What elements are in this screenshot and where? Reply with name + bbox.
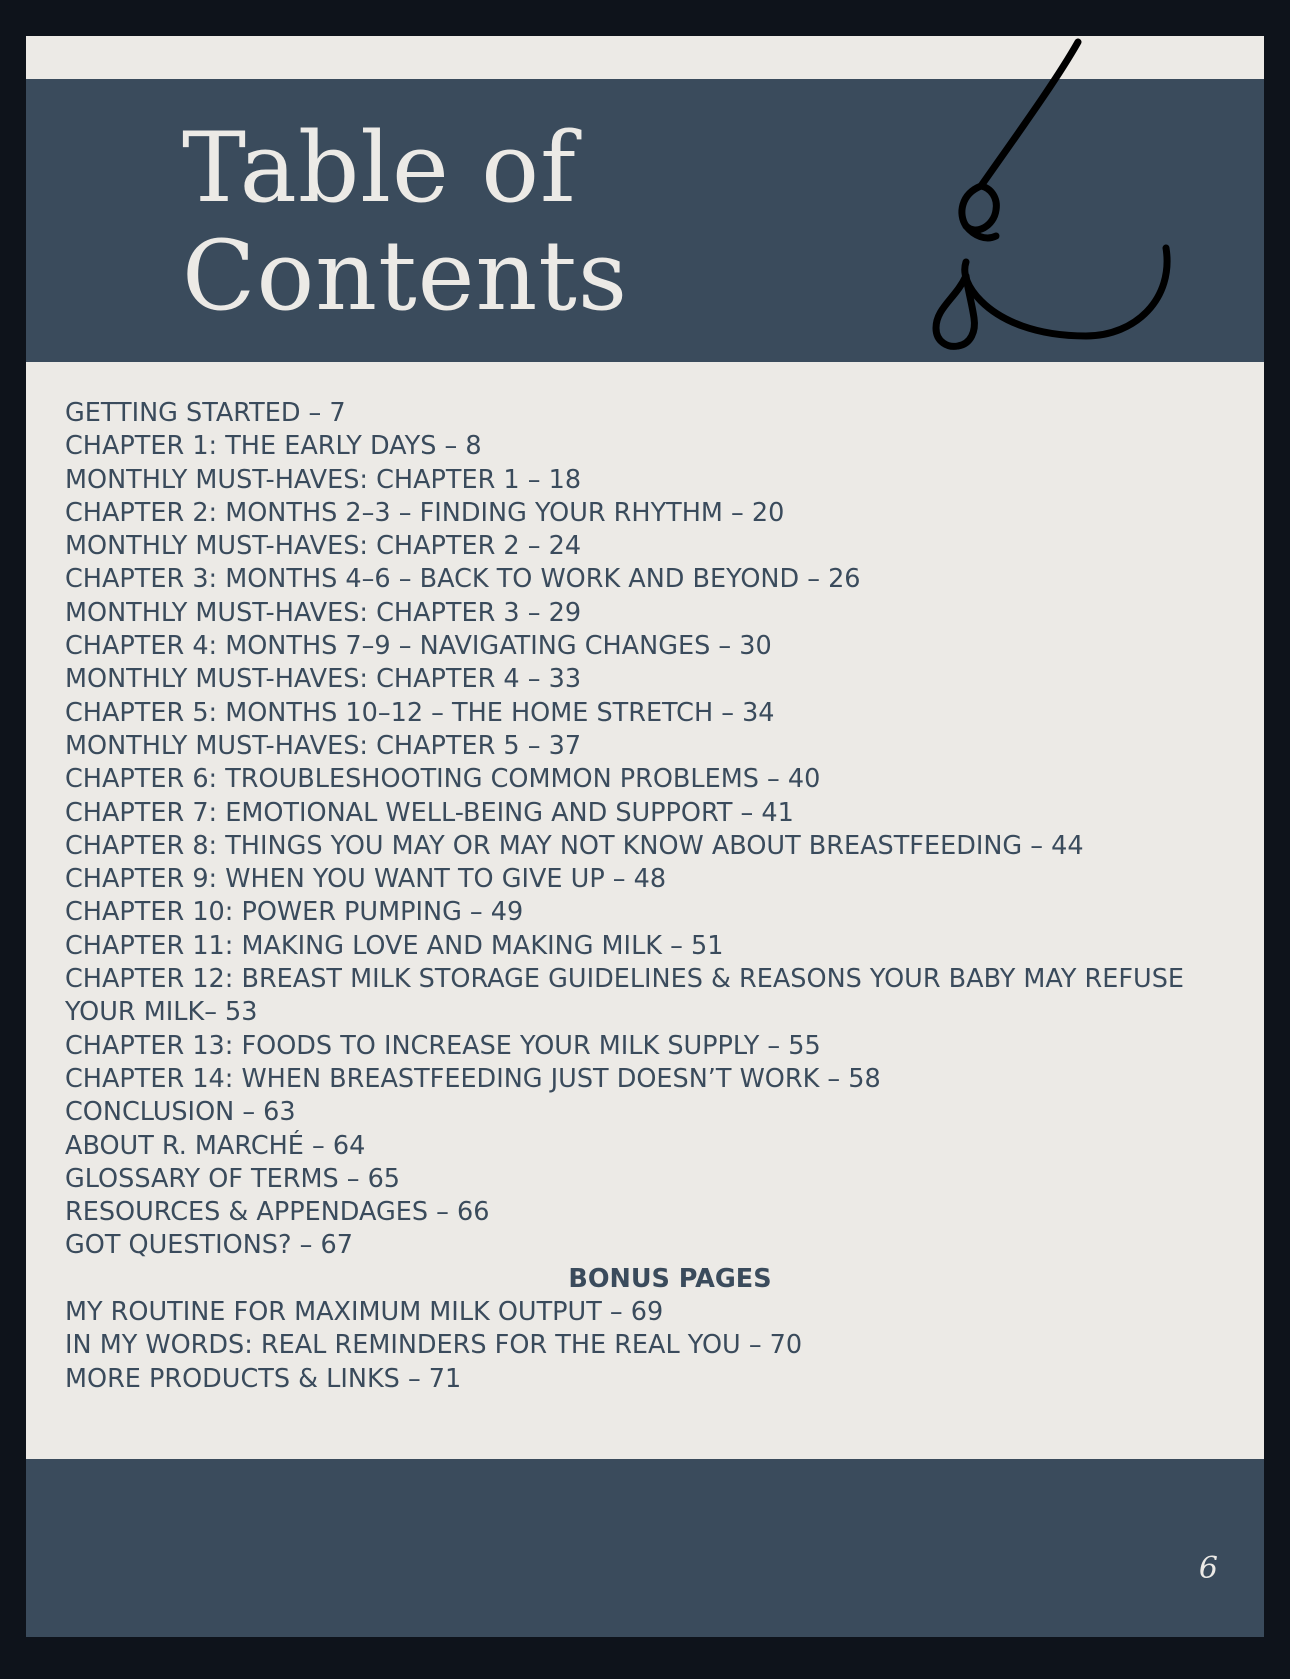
bonus-entry: IN MY WORDS: REAL REMINDERS FOR THE REAL YOU – 70 <box>65 1330 803 1361</box>
toc-entry: MONTHLY MUST-HAVES: CHAPTER 3 – 29 <box>65 597 582 628</box>
table-of-contents-list <box>65 397 1235 1396</box>
toc-entry: GETTING STARTED – 7 <box>65 398 346 428</box>
toc-entry: CHAPTER 11: MAKING LOVE AND MAKING MILK – 51 <box>65 930 724 961</box>
toc-entry: CHAPTER 1: THE EARLY DAYS – 8 <box>65 431 482 462</box>
toc-entry: CHAPTER 8: THINGS YOU MAY OR MAY NOT KNOW ABOUT BREASTFEEDING – 44 <box>65 830 1084 861</box>
page-number: 6 <box>1198 1551 1218 1586</box>
toc-entry: YOUR MILK– 53 <box>65 997 258 1028</box>
page-title <box>182 114 628 330</box>
toc-entry: CHAPTER 10: POWER PUMPING – 49 <box>65 897 524 928</box>
toc-entry: RESOURCES & APPENDAGES – 66 <box>65 1197 490 1228</box>
toc-entry: CHAPTER 7: EMOTIONAL WELL-BEING AND SUPPORT – 41 <box>65 797 794 828</box>
toc-entry: MONTHLY MUST-HAVES: CHAPTER 1 – 18 <box>65 464 582 495</box>
bonus-entry: MORE PRODUCTS & LINKS – 71 <box>65 1363 462 1394</box>
document-page <box>26 36 1264 1637</box>
footer-band <box>26 1459 1264 1637</box>
bonus-pages-heading: BONUS PAGES <box>568 1263 772 1294</box>
toc-entry: CHAPTER 14: WHEN BREASTFEEDING JUST DOESN’T WORK – 58 <box>65 1063 881 1094</box>
toc-entry: CHAPTER 6: TROUBLESHOOTING COMMON PROBLEMS – 40 <box>65 764 821 795</box>
toc-entry: CHAPTER 13: FOODS TO INCREASE YOUR MILK SUPPLY – 55 <box>65 1030 821 1061</box>
toc-entry: CHAPTER 9: WHEN YOU WANT TO GIVE UP – 48 <box>65 864 667 895</box>
toc-entry: MONTHLY MUST-HAVES: CHAPTER 4 – 33 <box>65 664 582 695</box>
toc-entry: CHAPTER 4: MONTHS 7–9 – NAVIGATING CHANGES – 30 <box>65 631 772 662</box>
toc-entry: MONTHLY MUST-HAVES: CHAPTER 2 – 24 <box>65 531 582 562</box>
toc-entry: CHAPTER 5: MONTHS 10–12 – THE HOME STRETCH – 34 <box>65 697 775 728</box>
breast-line-art-icon <box>896 36 1226 381</box>
toc-entry: GLOSSARY OF TERMS – 65 <box>65 1163 401 1194</box>
toc-entry: MONTHLY MUST-HAVES: CHAPTER 5 – 37 <box>65 730 582 761</box>
toc-entry: ABOUT R. MARCHÉ – 64 <box>65 1130 366 1161</box>
toc-entry: CHAPTER 12: BREAST MILK STORAGE GUIDELINES & REASONS YOUR BABY MAY REFUSE <box>65 964 1184 995</box>
title-line-1: Table of <box>182 112 577 224</box>
toc-entry: CHAPTER 2: MONTHS 2–3 – FINDING YOUR RHYTHM – 20 <box>65 497 785 528</box>
toc-entry: GOT QUESTIONS? – 67 <box>65 1230 353 1261</box>
bonus-entry: MY ROUTINE FOR MAXIMUM MILK OUTPUT – 69 <box>65 1297 664 1328</box>
toc-entry: CHAPTER 3: MONTHS 4–6 – BACK TO WORK AND BEYOND – 26 <box>65 564 861 595</box>
title-line-2: Contents <box>182 220 629 332</box>
toc-entry: CONCLUSION – 63 <box>65 1097 296 1128</box>
